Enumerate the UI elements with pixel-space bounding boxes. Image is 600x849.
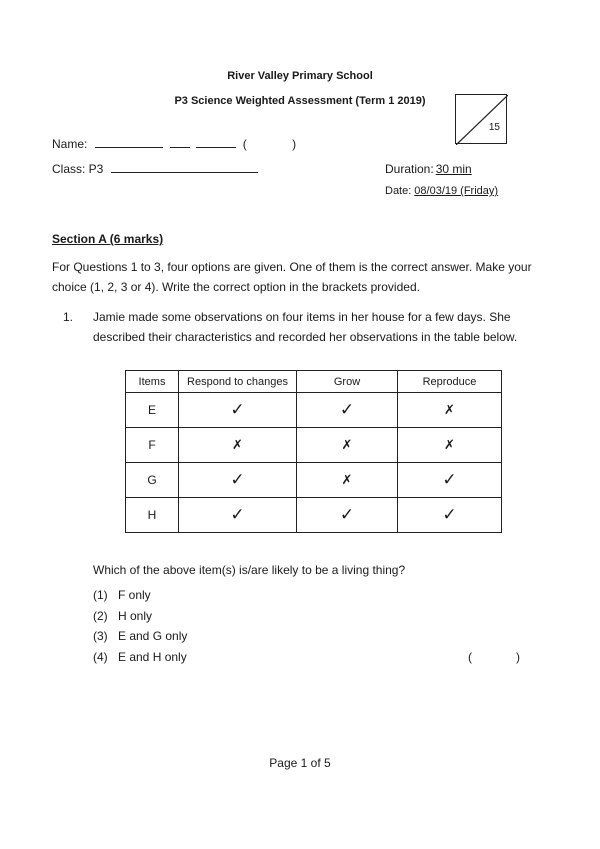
cross-mark: ✗ — [398, 428, 502, 463]
header-items: Items — [126, 371, 179, 393]
name-row — [52, 137, 296, 151]
observation-table — [125, 370, 502, 533]
name-blank-3[interactable] — [196, 137, 236, 148]
tick-mark: ✓ — [398, 463, 502, 498]
cross-mark: ✗ — [297, 463, 398, 498]
class-blank[interactable] — [111, 162, 258, 173]
question-stem-line-1: Jamie made some observations on four items in her house for a few days. She — [93, 310, 511, 324]
instructions-line-2: choice (1, 2, 3 or 4). Write the correct option in the brackets provided. — [52, 280, 420, 294]
tick-mark: ✓ — [398, 498, 502, 533]
duration-row — [385, 162, 472, 176]
register-paren-open: ( — [242, 137, 247, 151]
class-row — [52, 162, 258, 176]
date-value: 08/03/19 (Friday) — [414, 185, 499, 197]
question-number: 1. — [63, 310, 74, 324]
tick-mark: ✓ — [179, 393, 297, 428]
tick-mark: ✓ — [179, 463, 297, 498]
page-number: Page 1 of 5 — [269, 756, 331, 770]
cross-mark: ✗ — [398, 393, 502, 428]
table-row — [126, 393, 502, 428]
option-text: H only — [118, 609, 153, 623]
option-number: (4) — [93, 650, 108, 664]
school-name: River Valley Primary School — [227, 70, 373, 82]
duration-value: 30 min — [435, 162, 472, 176]
answer-paren-open: ( — [468, 650, 472, 664]
tick-mark: ✓ — [297, 498, 398, 533]
name-blank-2[interactable] — [170, 137, 190, 148]
option-number: (3) — [93, 629, 108, 643]
table-header-row — [126, 371, 502, 393]
tick-mark: ✓ — [297, 393, 398, 428]
answer-paren-close: ) — [516, 650, 520, 664]
item-cell: E — [126, 393, 179, 428]
date-label: Date: — [385, 185, 412, 197]
header-respond: Respond to changes — [179, 371, 297, 393]
option-text: F only — [118, 588, 151, 602]
item-cell: H — [126, 498, 179, 533]
register-paren-close: ) — [292, 137, 297, 151]
score-diagonal — [456, 95, 508, 145]
tick-mark: ✓ — [179, 498, 297, 533]
name-blank-1[interactable] — [95, 137, 163, 148]
instructions-line-1: For Questions 1 to 3, four options are given. One of them is the correct answer. Make your — [52, 260, 532, 274]
option-number: (1) — [93, 588, 108, 602]
item-cell: G — [126, 463, 179, 498]
header-reproduce: Reproduce — [398, 371, 502, 393]
assessment-title: P3 Science Weighted Assessment (Term 1 2019) — [174, 95, 426, 107]
table-row — [126, 463, 502, 498]
option-number: (2) — [93, 609, 108, 623]
section-title: Section A (6 marks) — [52, 232, 164, 246]
table-row — [126, 498, 502, 533]
name-label: Name: — [52, 137, 88, 151]
date-row — [385, 185, 498, 197]
table-row — [126, 428, 502, 463]
item-cell: F — [126, 428, 179, 463]
score-box — [455, 94, 507, 144]
header-grow: Grow — [297, 371, 398, 393]
cross-mark: ✗ — [179, 428, 297, 463]
option-text: E and H only — [118, 650, 187, 664]
cross-mark: ✗ — [297, 428, 398, 463]
duration-label: Duration: — [385, 162, 434, 176]
question-stem-line-2: described their characteristics and recorded her observations in the table below. — [93, 330, 518, 344]
answer-blank[interactable] — [476, 648, 514, 666]
max-score: 15 — [488, 122, 500, 133]
class-label: Class: P3 — [52, 162, 104, 176]
question-prompt: Which of the above item(s) is/are likely to be a living thing? — [93, 563, 406, 577]
option-text: E and G only — [118, 629, 188, 643]
